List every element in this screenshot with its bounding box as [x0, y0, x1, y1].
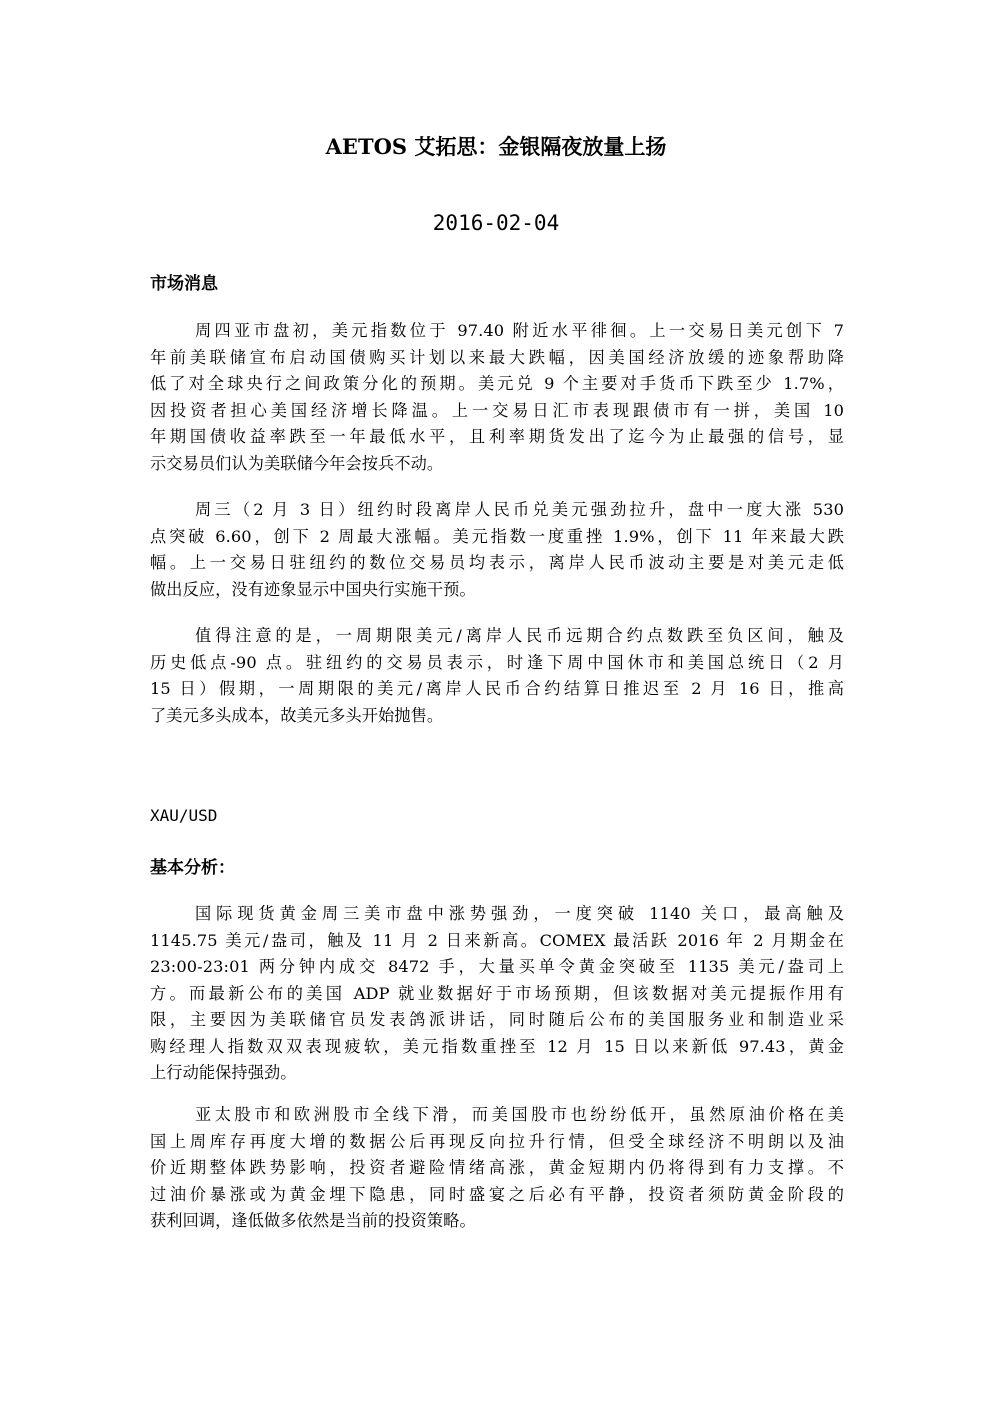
section-heading-fundamental-analysis: 基本分析： — [150, 858, 235, 878]
paragraph-line: 因投资者担心美国经济增长降温。上一交易日汇市表现跟债市有一拼，美国 10 — [150, 400, 844, 420]
paragraph-line: 低了对全球央行之间政策分化的预期。美元兑 9 个主要对手货币下跌至少 1.7%， — [150, 374, 844, 393]
paragraph-5 — [150, 1102, 844, 1235]
paragraph-line: 做出反应，没有迹象显示中国央行实施干预。 — [150, 579, 476, 599]
instrument-label: XAU/USD — [150, 806, 218, 825]
paragraph-line: 年前美联储宣布启动国债购买计划以来最大跌幅，因美国经济放缓的迹象帮助降 — [150, 347, 844, 367]
paragraph-line: 购经理人指数双双表现疲软，美元指数重挫至 12 月 15 日以来新低 97.43，黄金 — [150, 1036, 844, 1056]
paragraph-line: 国上周库存再度大增的数据公后再现反向拉升行情，但受全球经济不明朗以及油 — [150, 1131, 844, 1151]
paragraph-line: 1145.75 美元/盎司，触及 11 月 2 日来新高。COMEX 最活跃 2016 年 2 月期金在 — [150, 930, 844, 950]
paragraph-line: 过油价暴涨或为黄金埋下隐患，同时盛宴之后必有平静，投资者须防黄金阶段的 — [150, 1184, 844, 1204]
paragraph-line: 限，主要因为美联储官员发表鸽派讲话，同时随后公布的美国服务业和制造业采 — [150, 1010, 844, 1029]
paragraph-line: 价近期整体跌势影响，投资者避险情绪高涨，黄金短期内仍将得到有力支撑。不 — [150, 1158, 844, 1177]
paragraph-line: 周三（2 月 3 日）纽约时段离岸人民币兑美元强劲拉升，盘中一度大涨 530 — [195, 500, 844, 519]
document-date: 2016-02-04 — [432, 211, 560, 235]
paragraph-line: 获利回调，逢低做多依然是当前的投资策略。 — [150, 1211, 476, 1230]
paragraph-line: 了美元多头成本，故美元多头开始抛售。 — [150, 705, 444, 725]
paragraph-line: 值得注意的是，一周期限美元/离岸人民币远期合约点数跌至负区间，触及 — [195, 626, 844, 645]
paragraph-line: 点突破 6.60，创下 2 周最大涨幅。美元指数一度重挫 1.9%，创下 11 年来最大跌 — [150, 526, 844, 546]
paragraph-line: 15 日）假期，一周期限的美元/离岸人民币合约结算日推迟至 2 月 16 日，推高 — [150, 679, 844, 698]
paragraph-line: 历史低点-90 点。驻纽约的交易员表示，时逢下周中国休市和美国总统日（2 月 — [150, 652, 844, 672]
paragraph-line: 国际现货黄金周三美市盘中涨势强劲，一度突破 1140 关口，最高触及 — [195, 904, 844, 923]
paragraph-2 — [150, 497, 844, 603]
paragraph-4 — [150, 901, 844, 1087]
paragraph-1 — [150, 318, 844, 477]
paragraph-line: 23:00-23:01 两分钟内成交 8472 手，大量买单令黄金突破至 1135 美元/盎司上 — [150, 957, 844, 976]
paragraph-line: 上行动能保持强劲。 — [150, 1063, 297, 1082]
paragraph-3 — [150, 623, 844, 729]
paragraph-line: 亚太股市和欧洲股市全线下滑，而美国股市也纷纷低开，虽然原油价格在美 — [195, 1105, 844, 1124]
section-heading-market-news: 市场消息 — [150, 274, 218, 294]
paragraph-line: 方。而最新公布的美国 ADP 就业数据好于市场预期，但该数据对美元提振作用有 — [150, 983, 844, 1003]
document-title: AETOS 艾拓思：金银隔夜放量上扬 — [325, 134, 667, 159]
paragraph-line: 幅。上一交易日驻纽约的数位交易员均表示，离岸人民币波动主要是对美元走低 — [150, 553, 844, 572]
paragraph-line: 年期国债收益率跌至一年最低水平，且利率期货发出了迄今为止最强的信号，显 — [150, 427, 844, 446]
paragraph-line: 示交易员们认为美联储今年会按兵不动。 — [150, 453, 444, 473]
paragraph-line: 周四亚市盘初，美元指数位于 97.40 附近水平徘徊。上一交易日美元创下 7 — [195, 321, 844, 340]
